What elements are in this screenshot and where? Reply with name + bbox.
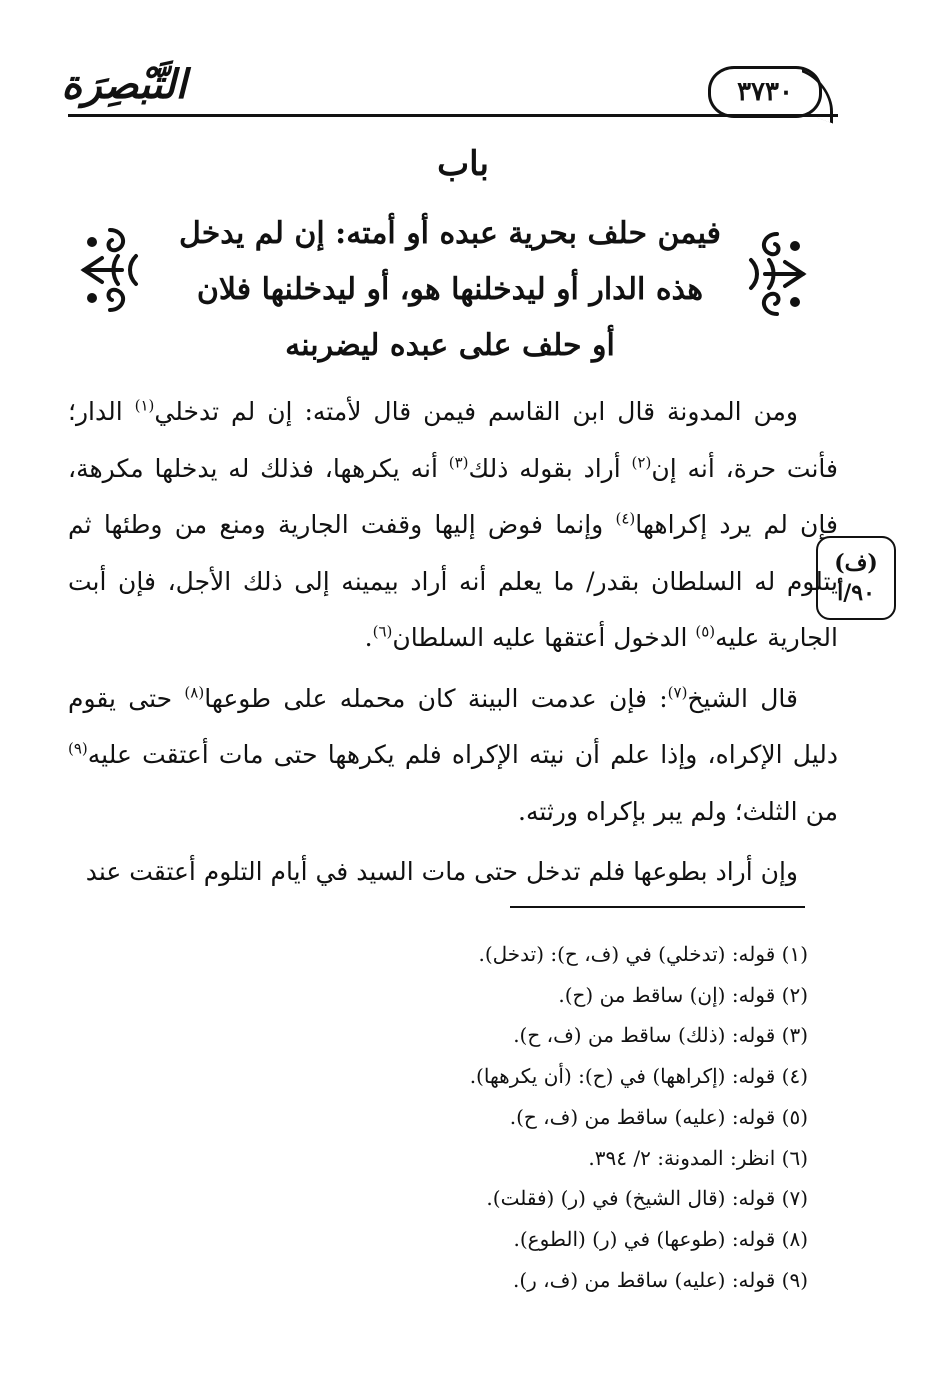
text-run: . [364,623,373,652]
floral-ornament-icon [78,220,142,320]
text-run: من الثلث؛ ولم يبر بإكراه ورثته. [518,796,838,826]
footnote-item: (٧) قوله: (قال الشيخ) في (ر) (فقلت). [486,1186,808,1211]
paragraph-1 [68,384,838,667]
paragraph-3: وإن أراد بطوعها فلم تدخل حتى مات السيد في أيام التلوم أعتقت عند [85,857,798,886]
text-run: ومن المدونة قال ابن القاسم فيمن قال لأمته: إن لم تدخلي [154,397,798,426]
footnote-ref[interactable]: (٦) [372,622,393,641]
footnote-ref[interactable]: (١) [134,396,155,415]
chapter-title [170,206,730,374]
main-text [68,384,838,905]
text-run: : فإن عدمت البينة كان محمله على طوعها [204,683,668,713]
text-run: حتى يقوم دليل الإكراه، وإذا علم أن نيته الإكراه فلم يكرهها حتى مات أعتقت عليه [68,683,838,769]
text-run: أنه يكرهها، فذلك له يدخلها مكرهة، فإن لم يرد إكراهها [68,453,838,539]
chapter-label: باب [437,144,489,184]
footnote-item: (٥) قوله: (عليه) ساقط من (ف، ح). [509,1104,808,1129]
footnote-item: (٦) انظر: المدونة: ٢/ ٣٩٤. [588,1145,808,1170]
footnote-item: (٤) قوله: (إكراهها) في (ح): (أن يكرهها). [469,1064,808,1089]
footnote-ref[interactable]: (٩) [68,739,88,758]
footnote-ref[interactable]: (٨) [184,683,205,702]
text-run: الدار؛ فأنت حرة، أنه إن [68,397,838,483]
folio-number: ٩٠/أ [837,580,875,606]
page-number-badge [708,66,822,118]
chapter-title-line-2: هذه الدار أو ليدخلنها هو، أو ليدخلنها فلان [196,272,704,307]
floral-ornament-icon [745,224,809,324]
header-rule [68,114,838,117]
folio-siglum: (ف) [834,550,878,576]
footnote-item: (١) قوله: (تدخلي) في (ف، ح): (تدخل). [478,942,808,966]
footnote-ref[interactable]: (٤) [615,509,636,528]
footnote-ref[interactable]: (٣) [448,453,469,472]
footnote-item: (٣) قوله: (ذلك) ساقط من (ف، ح). [513,1023,808,1048]
footnote-item: (٨) قوله: (طوعها) في (ر) (الطوع). [513,1226,808,1251]
footnote-ref[interactable]: (٧) [667,683,688,702]
footnote-item: (٢) قوله: (إن) ساقط من (ح). [558,982,808,1007]
text-run: قال الشيخ [687,683,798,713]
chapter-title-line-1: فيمن حلف بحرية عبده أو أمته: إن لم يدخل [178,216,722,251]
paragraph-2 [68,671,838,841]
text-run: أراد بقوله ذلك [468,453,632,483]
footnote-ref[interactable]: (٢) [631,453,652,472]
text-run: وإنما فوض إليها وقفت الجارية ومنع من وطئها ثم يتلوم له السلطان بقدر/ ما يعلم أنه أراد بيمينه إلى ذلك الأجل، فإن أبت الجارية عليه [68,510,838,652]
chapter-title-line-3: أو حلف على عبده ليضربنه [285,328,615,363]
footnote-ref[interactable]: (٥) [695,622,716,641]
footnotes-list [120,934,808,1300]
page-number: ٣٧٣٠ [737,77,793,107]
footnote-separator [510,906,805,908]
text-run: الدخول أعتقها عليه السلطان [392,623,696,652]
book-title: التَّبْصِرَة [61,60,187,108]
footnote-item: (٩) قوله: (عليه) ساقط من (ف، ر). [512,1267,808,1292]
